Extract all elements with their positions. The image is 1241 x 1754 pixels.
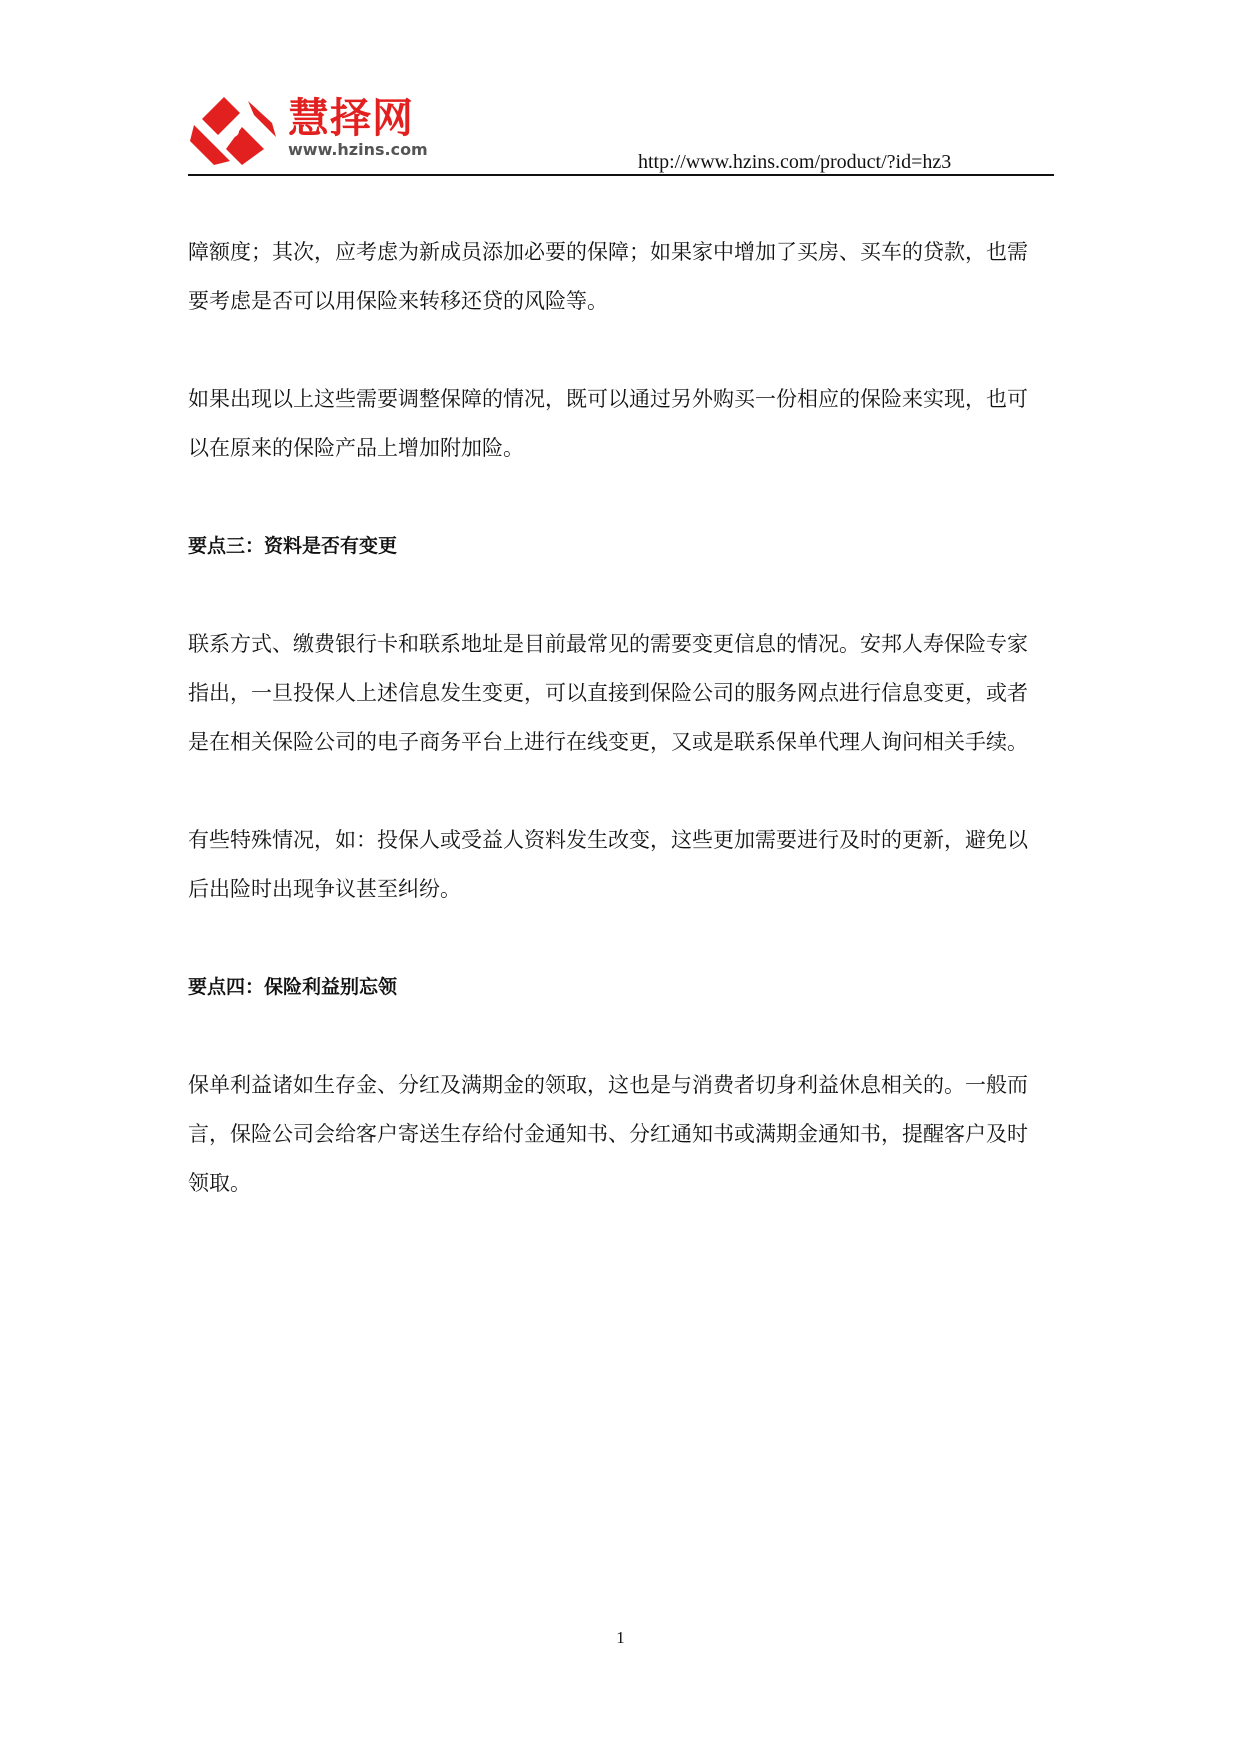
header-rule xyxy=(188,174,1054,176)
paragraph-3-line-2: 指出，一旦投保人上述信息发生变更，可以直接到保险公司的服务网点进行信息变更，或者 xyxy=(188,681,1028,705)
page-number: 1 xyxy=(616,1628,625,1647)
paragraph-2-line-1: 如果出现以上这些需要调整保障的情况，既可以通过另外购买一份相应的保险来实现，也可 xyxy=(188,387,1028,411)
section-heading-4: 要点四：保险利益别忘领 xyxy=(188,976,398,998)
spacer xyxy=(188,473,1056,522)
spacer xyxy=(188,326,1056,375)
paragraph-1-line-2: 要考虑是否可以用保险来转移还贷的风险等。 xyxy=(188,289,608,313)
paragraph-5-line-1: 保单利益诸如生存金、分红及满期金的领取，这也是与消费者切身利益休息相关的。一般而 xyxy=(188,1073,1028,1097)
paragraph-4-line-1: 有些特殊情况，如：投保人或受益人资料发生改变，这些更加需要进行及时的更新，避免以 xyxy=(188,828,1028,852)
logo-url: www.hzins.com xyxy=(288,140,428,159)
document-body xyxy=(188,228,1056,1208)
paragraph-5-line-2: 言，保险公司会给客户寄送生存给付金通知书、分红通知书或满期金通知书，提醒客户及时 xyxy=(188,1122,1028,1146)
spacer xyxy=(188,1012,1056,1061)
paragraph-5 xyxy=(188,1061,1056,1208)
page-header xyxy=(188,95,1054,177)
paragraph-4-line-2: 后出险时出现争议甚至纠纷。 xyxy=(188,877,461,901)
paragraph-1-line-1: 障额度；其次，应考虑为新成员添加必要的保障；如果家中增加了买房、买车的贷款，也需 xyxy=(188,240,1028,264)
section-heading-3: 要点三：资料是否有变更 xyxy=(188,535,398,557)
paragraph-4 xyxy=(188,816,1056,914)
spacer xyxy=(188,914,1056,963)
paragraph-3 xyxy=(188,620,1056,767)
hzins-logo[interactable] xyxy=(188,95,458,167)
header-url[interactable]: http://www.hzins.com/product/?id=hz3 xyxy=(638,151,952,173)
hzins-logo-icon xyxy=(188,95,278,167)
logo-name: 慧择网 xyxy=(288,94,414,142)
paragraph-2 xyxy=(188,375,1056,473)
paragraph-5-line-3: 领取。 xyxy=(188,1171,251,1195)
paragraph-1 xyxy=(188,228,1056,326)
paragraph-3-line-1: 联系方式、缴费银行卡和联系地址是目前最常见的需要变更信息的情况。安邦人寿保险专家 xyxy=(188,632,1028,656)
paragraph-2-line-2: 以在原来的保险产品上增加附加险。 xyxy=(188,436,524,460)
spacer xyxy=(188,571,1056,620)
spacer xyxy=(188,767,1056,816)
paragraph-3-line-3: 是在相关保险公司的电子商务平台上进行在线变更，又或是联系保单代理人询问相关手续。 xyxy=(188,730,1028,754)
